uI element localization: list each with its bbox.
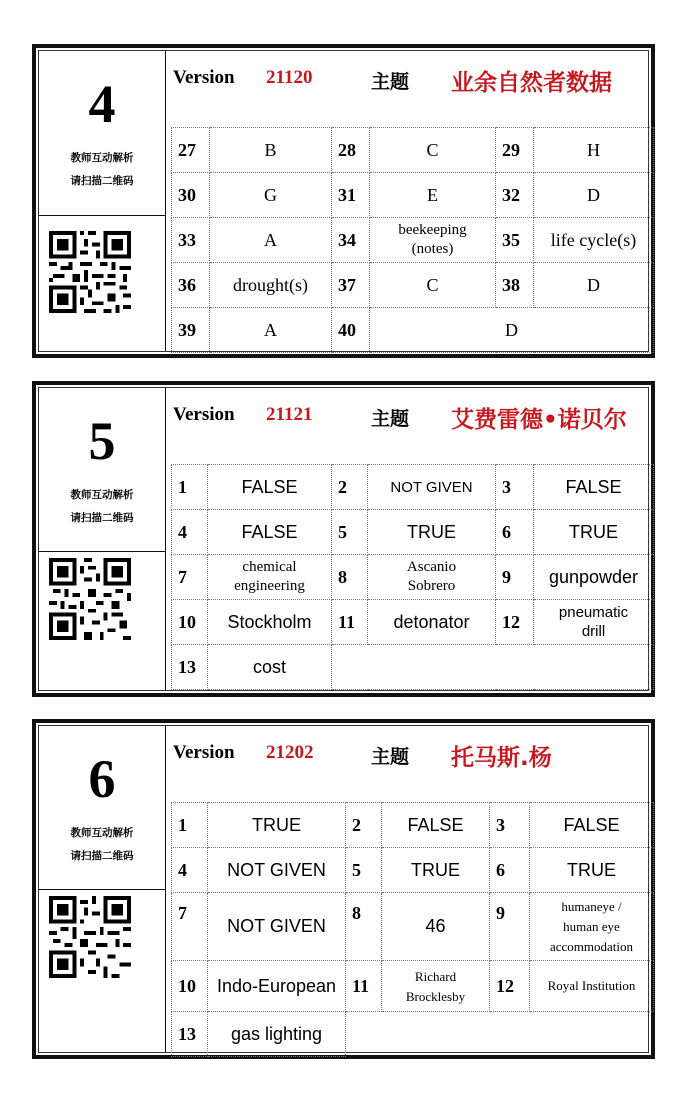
answer-line: Richard xyxy=(414,969,457,984)
answer-line: Ascanio xyxy=(406,559,457,575)
question-number: 34 xyxy=(332,218,370,263)
answer-cell: TRUE xyxy=(368,510,496,555)
version-label: Version xyxy=(173,742,235,763)
version-number: 21202 xyxy=(266,742,314,763)
question-number: 2 xyxy=(346,803,382,848)
answer-cell: C xyxy=(370,128,496,173)
section-number: 5 xyxy=(88,411,116,471)
answer-cell: life cycle(s) xyxy=(534,218,654,263)
topic-label: 主题 xyxy=(371,408,410,430)
table-row xyxy=(172,510,654,555)
version-number: 21121 xyxy=(266,404,313,425)
question-number: 9 xyxy=(490,893,530,961)
table-row xyxy=(172,128,654,173)
table-row xyxy=(172,600,654,645)
table-row xyxy=(172,173,654,218)
question-number: 6 xyxy=(490,848,530,893)
version-label: Version xyxy=(173,67,235,88)
answer-cell: 46 xyxy=(382,893,490,961)
table-row xyxy=(172,263,654,308)
answer-cell: FALSE xyxy=(382,803,490,848)
qr-code-box xyxy=(39,889,165,1052)
answer-cell: gas lighting xyxy=(208,1012,346,1057)
answer-cell: FALSE xyxy=(530,803,654,848)
qr-code-box xyxy=(39,215,165,351)
scan-hint-line1: 教师互动解析 xyxy=(70,827,134,839)
answer-cell: Indo-European xyxy=(208,961,346,1012)
answer-cell: Royal Institution xyxy=(530,961,654,1012)
question-number: 8 xyxy=(346,893,382,961)
answer-cell: A xyxy=(210,218,332,263)
table-row xyxy=(172,803,654,848)
question-number: 13 xyxy=(172,1012,208,1057)
answer-cell: TRUE xyxy=(208,803,346,848)
answer-cell xyxy=(368,555,496,600)
section-column xyxy=(39,388,166,690)
scan-hint-line1: 教师互动解析 xyxy=(70,152,134,164)
question-number: 7 xyxy=(172,555,208,600)
question-number: 11 xyxy=(346,961,382,1012)
section-column xyxy=(39,51,166,351)
question-number: 8 xyxy=(332,555,368,600)
answer-cell: NOT GIVEN xyxy=(208,848,346,893)
question-number: 29 xyxy=(496,128,534,173)
question-number: 2 xyxy=(332,465,368,510)
answer-cell: FALSE xyxy=(208,465,332,510)
answer-card-4 xyxy=(32,44,655,358)
answer-line: Brocklesby xyxy=(405,989,466,1004)
question-number: 10 xyxy=(172,961,208,1012)
topic-label: 主题 xyxy=(371,746,410,768)
table-row xyxy=(172,1012,654,1057)
answer-line: (notes) xyxy=(411,241,454,257)
table-row xyxy=(172,848,654,893)
answer-line: engineering xyxy=(234,578,305,594)
answer-grid xyxy=(171,802,654,1057)
answer-cell: detonator xyxy=(368,600,496,645)
table-row xyxy=(172,218,654,263)
card-header xyxy=(173,67,648,97)
question-number: 1 xyxy=(172,465,208,510)
question-number: 4 xyxy=(172,848,208,893)
empty-cell xyxy=(346,1012,654,1057)
answer-cell: H xyxy=(534,128,654,173)
question-number: 5 xyxy=(346,848,382,893)
answer-cell: FALSE xyxy=(208,510,332,555)
qr-code-box xyxy=(39,551,165,690)
scan-hint-line2: 请扫描二维码 xyxy=(70,850,134,862)
question-number: 27 xyxy=(172,128,210,173)
answer-cell: drought(s) xyxy=(210,263,332,308)
question-number: 32 xyxy=(496,173,534,218)
scan-hint-line2: 请扫描二维码 xyxy=(70,512,134,524)
question-number: 39 xyxy=(172,308,210,353)
version-number: 21120 xyxy=(266,67,313,88)
answer-cell: cost xyxy=(208,645,332,690)
question-number: 33 xyxy=(172,218,210,263)
question-number: 36 xyxy=(172,263,210,308)
question-number: 30 xyxy=(172,173,210,218)
card-border xyxy=(38,387,649,691)
question-number: 3 xyxy=(490,803,530,848)
answer-cell xyxy=(530,893,654,961)
question-number: 6 xyxy=(496,510,534,555)
answer-line: human eye xyxy=(563,918,620,934)
answer-line: chemical xyxy=(242,559,297,575)
answer-cell: C xyxy=(370,263,496,308)
answer-line: humaneye / xyxy=(561,898,622,914)
answer-cell: E xyxy=(370,173,496,218)
section-column xyxy=(39,726,166,1052)
section-number: 4 xyxy=(88,74,116,134)
answer-line: beekeeping xyxy=(398,222,467,238)
question-number: 40 xyxy=(332,308,370,353)
answer-cell: D xyxy=(534,173,654,218)
answer-cell xyxy=(370,218,496,263)
question-number: 13 xyxy=(172,645,208,690)
answer-line: accommodation xyxy=(549,938,634,954)
answer-cell: A xyxy=(210,308,332,353)
answer-cell: D xyxy=(370,308,654,353)
question-number: 31 xyxy=(332,173,370,218)
answer-cell: D xyxy=(534,263,654,308)
table-row xyxy=(172,465,654,510)
card-border xyxy=(38,50,649,352)
answer-cell: FALSE xyxy=(534,465,654,510)
question-number: 11 xyxy=(332,600,368,645)
topic-title: 业余自然者数据 xyxy=(451,70,612,96)
answer-card-6 xyxy=(32,719,655,1059)
answer-cell xyxy=(382,961,490,1012)
topic-label: 主题 xyxy=(371,71,410,93)
answer-line: Sobrero xyxy=(407,578,456,594)
card-header xyxy=(173,404,648,434)
answer-cell xyxy=(534,600,654,645)
section-number: 6 xyxy=(88,749,116,809)
table-row xyxy=(172,893,654,961)
table-row xyxy=(172,308,654,353)
question-number: 35 xyxy=(496,218,534,263)
question-number: 28 xyxy=(332,128,370,173)
answer-grid xyxy=(171,464,654,690)
answer-card-5 xyxy=(32,381,655,697)
answer-cell: NOT GIVEN xyxy=(368,465,496,510)
qr-code-icon[interactable] xyxy=(49,896,131,978)
topic-title: 艾费雷德•诺贝尔 xyxy=(451,407,627,433)
answer-grid xyxy=(171,127,654,353)
question-number: 12 xyxy=(490,961,530,1012)
card-header xyxy=(173,742,648,772)
empty-cell xyxy=(332,645,654,690)
qr-code-icon[interactable] xyxy=(49,231,131,313)
question-number: 37 xyxy=(332,263,370,308)
answer-cell: G xyxy=(210,173,332,218)
answer-cell: Stockholm xyxy=(208,600,332,645)
question-number: 10 xyxy=(172,600,208,645)
table-row xyxy=(172,645,654,690)
question-number: 38 xyxy=(496,263,534,308)
scan-hint-line1: 教师互动解析 xyxy=(70,489,134,501)
scan-hint-line2: 请扫描二维码 xyxy=(70,175,134,187)
question-number: 7 xyxy=(172,893,208,961)
answer-cell xyxy=(208,555,332,600)
table-row xyxy=(172,961,654,1012)
answer-cell: NOT GIVEN xyxy=(208,893,346,961)
answer-cell: TRUE xyxy=(530,848,654,893)
question-number: 9 xyxy=(496,555,534,600)
card-border xyxy=(38,725,649,1053)
question-number: 12 xyxy=(496,600,534,645)
question-number: 3 xyxy=(496,465,534,510)
question-number: 1 xyxy=(172,803,208,848)
answer-line: pneumatic xyxy=(558,604,629,621)
qr-code-icon[interactable] xyxy=(49,558,131,640)
topic-title: 托马斯.杨 xyxy=(451,745,552,771)
answer-cell: B xyxy=(210,128,332,173)
answer-cell: TRUE xyxy=(382,848,490,893)
question-number: 5 xyxy=(332,510,368,555)
version-label: Version xyxy=(173,404,235,425)
question-number: 4 xyxy=(172,510,208,555)
answer-line: drill xyxy=(581,623,606,640)
answer-cell: gunpowder xyxy=(534,555,654,600)
answer-cell: TRUE xyxy=(534,510,654,555)
table-row xyxy=(172,555,654,600)
